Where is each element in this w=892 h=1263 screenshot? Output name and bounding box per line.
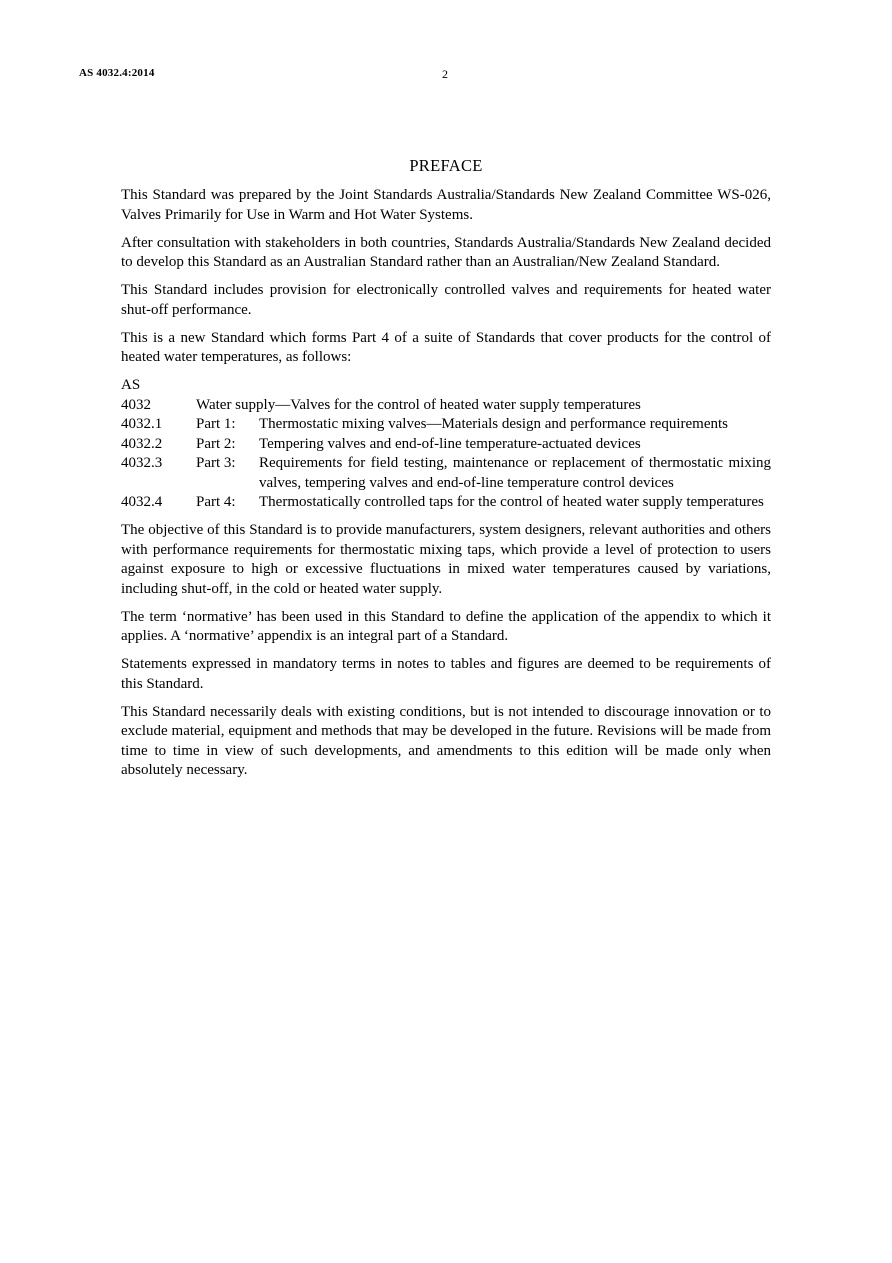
standard-number: 4032.2: [121, 435, 163, 452]
page-number: 2: [442, 67, 448, 81]
paragraph: The objective of this Standard is to provide manufacturers, system designers, relevant authorities and others with performance requirements for thermostatic mixing taps, which provide a level of protection to users against exposure to high or excessive fluctuations in mixed water temperatures caused by variations, including shut-off, in the cold or heated water supply.: [121, 522, 771, 597]
paragraph: This Standard includes provision for electronically controlled valves and requirements for heated water shut-off performance.: [121, 282, 771, 318]
paragraph: After consultation with stakeholders in both countries, Standards Australia/Standards New Zealand decided to develop this Standard as an Australian Standard rather than an Australian/New Zealand Standard.: [121, 234, 771, 270]
standards-list-item: [121, 454, 771, 493]
standard-part: Part 3:: [196, 455, 236, 471]
standard-title: Requirements for field testing, maintenance or replacement of thermostatic mixing valves, tempering valves and end-of-line temperature control devices: [259, 455, 771, 491]
standards-list-item: [121, 493, 771, 513]
document-id: AS 4032.4:2014: [79, 67, 155, 79]
standard-title: Thermostatic mixing valves—Materials design and performance requirements: [259, 416, 729, 432]
standards-list-item: [121, 415, 771, 435]
paragraph: This Standard necessarily deals with existing conditions, but is not intended to discourage innovation or to exclude material, equipment and methods that may be developed in the future. Revisions will be made from time to time in view of such developments, and amendments to this edition will be made only when absolutely necessary.: [121, 703, 771, 778]
standard-part: Part 2:: [196, 435, 236, 452]
standards-list: [121, 376, 771, 513]
standard-number: 4032.3: [121, 455, 163, 471]
standard-title: Thermostatically controlled taps for the control of heated water supply temperatures: [259, 494, 764, 510]
document-body: [121, 186, 771, 789]
paragraph: The term ‘normative’ has been used in this Standard to define the application of the appendix to which it applies. A ‘normative’ appendix is an integral part of a Standard.: [121, 608, 771, 644]
standard-number: 4032.4: [121, 494, 163, 510]
page-title: PREFACE: [409, 156, 483, 175]
paragraph: Statements expressed in mandatory terms in notes to tables and figures are deemed to be requirements of this Standard.: [121, 656, 771, 692]
paragraph: This Standard was prepared by the Joint Standards Australia/Standards New Zealand Committee WS-026, Valves Primarily for Use in Warm and Hot Water Systems.: [121, 187, 771, 223]
standard-number: 4032.1: [121, 416, 163, 432]
standards-list-item: [121, 396, 771, 416]
standard-title: Tempering valves and end-of-line temperature-actuated devices: [259, 435, 641, 452]
standard-number: 4032: [121, 396, 151, 413]
standards-list-item: [121, 435, 771, 455]
standards-list-heading: AS: [121, 377, 141, 393]
standard-part: Part 4:: [196, 494, 236, 510]
standard-part: Part 1:: [196, 416, 236, 432]
paragraph: This is a new Standard which forms Part 4 of a suite of Standards that cover products for the control of heated water temperatures, as follows:: [121, 329, 771, 365]
standard-title: Water supply—Valves for the control of heated water supply temperatures: [196, 396, 641, 413]
